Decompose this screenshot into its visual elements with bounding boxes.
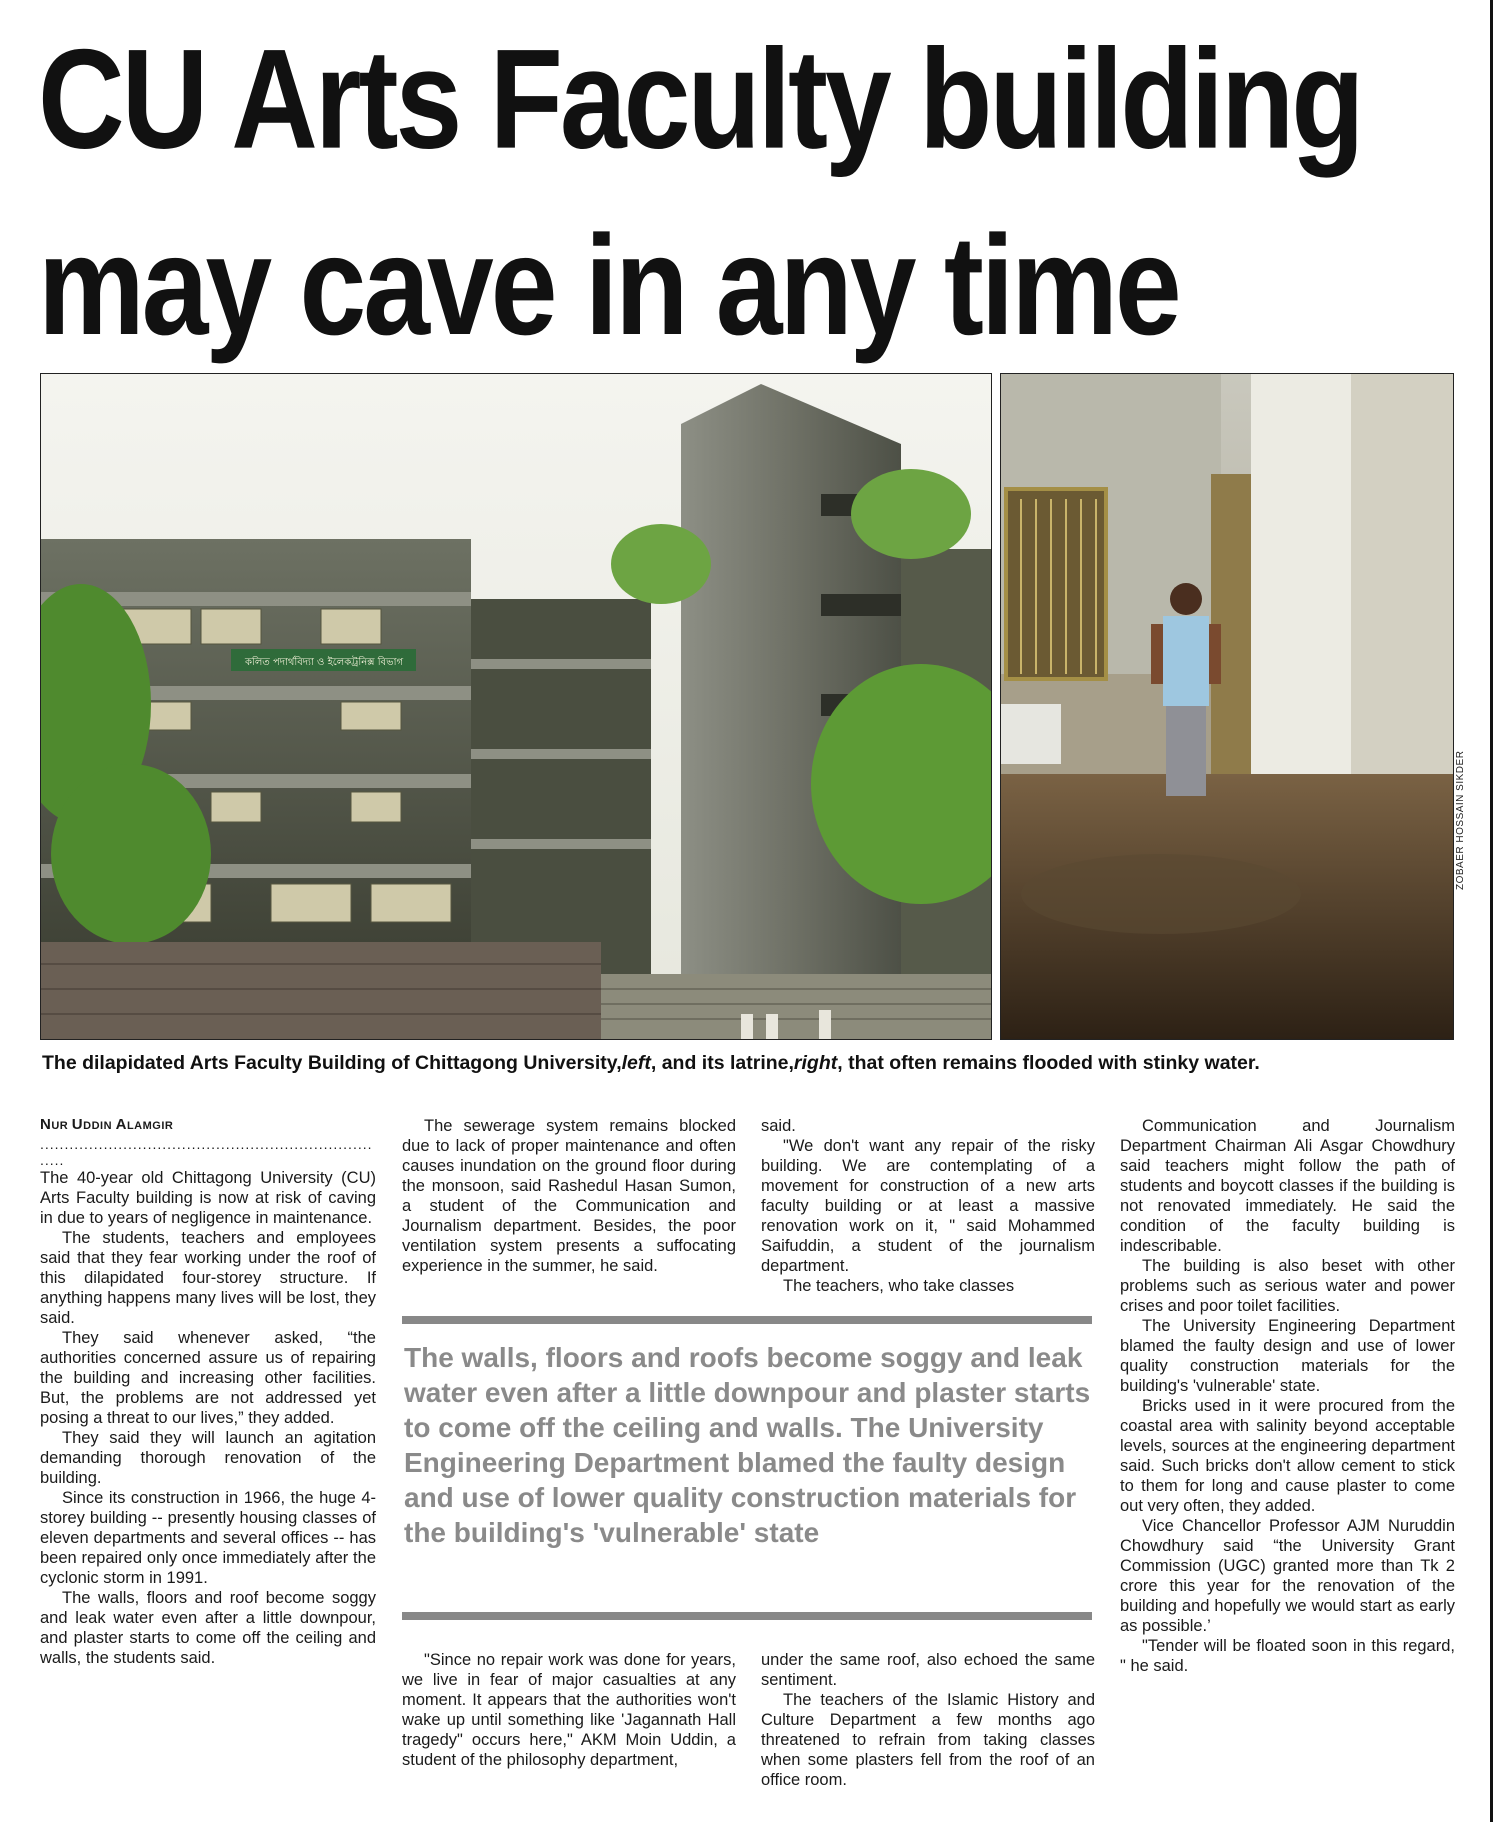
- paragraph: under the same roof, also echoed the same sentiment.: [761, 1651, 1095, 1689]
- caption-part-1: The dilapidated Arts Faculty Building of Chittagong University,: [42, 1052, 622, 1074]
- paragraph: They said they will launch an agitation demanding thorough renovation of the building.: [40, 1429, 376, 1487]
- article-column-1: [40, 1115, 376, 1668]
- byline-dots: ....................................................................: [40, 1136, 373, 1152]
- article-column-3-bottom: [761, 1650, 1095, 1790]
- paragraph: said.: [761, 1117, 796, 1135]
- paragraph: Bricks used in it were procured from the coastal area with salinity beyond acceptable levels, sources at the engineering department said. Such bricks don't allow cement to stick to them for long and cause plaster to come out very often, they added.: [1120, 1397, 1455, 1515]
- paragraph: The sewerage system remains blocked due to lack of proper maintenance and often causes inundation on the ground floor during the monsoon, said Rashedul Hasan Sumon, a student of the Communication and Journalism department. Besides, the poor ventilation system presents a suffocating experience in the summer, he said.: [402, 1117, 736, 1275]
- paragraph: "We don't want any repair of the risky building. We are contemplating of a movement for construction of a new arts faculty building or at least a massive renovation work on it, " said Mohammed Saifuddin, a student of the journalism department.: [761, 1137, 1095, 1275]
- caption-part-3: , that often remains flooded with stinky water.: [837, 1052, 1260, 1074]
- article-column-2-top: [402, 1116, 736, 1276]
- building-illustration: [41, 374, 991, 1039]
- headline-line-2: may cave in any time: [38, 206, 1179, 365]
- byline-rest-1: UR: [51, 1120, 72, 1132]
- byline-initial-2: U: [71, 1116, 84, 1133]
- pullquote: The walls, floors and roofs become soggy and leak water even after a little downpour and plaster starts to come off the ceiling and walls. The University Engineering Department blamed the faulty design and use of lower quality construction materials for the building's 'vulnerable' state: [404, 1342, 1091, 1548]
- page-edge-rule: [1490, 0, 1493, 1822]
- sign-board-text: কলিত পদার্থবিদ্যা ও ইলেকট্রনিক্স বিভাগ: [244, 657, 404, 668]
- paragraph: Since its construction in 1966, the huge 4-storey building -- presently housing classes of eleven departments and several offices -- has been repaired only once immediately after the cyclonic storm in 1991.: [40, 1489, 376, 1587]
- photo-caption: [42, 1052, 1462, 1075]
- caption-part-2: , and its latrine,: [650, 1052, 794, 1074]
- paragraph: The building is also beset with other problems such as serious water and power crises and poor toilet facilities.: [1120, 1257, 1455, 1315]
- caption-right: right: [793, 1052, 838, 1074]
- pullquote-bottom-rule: [402, 1612, 1092, 1620]
- paragraph: They said whenever asked, “the authorities concerned assure us of repairing the building and increasing other facilities. But, the problems are not addressed yet posing a threat to our lives,” they added.: [40, 1329, 376, 1427]
- paragraph: "Tender will be floated soon in this regard, " he said.: [1120, 1637, 1455, 1675]
- photo-flooded-latrine: [1000, 373, 1454, 1040]
- paragraph: The University Engineering Department blamed the faulty design and use of lower quality construction materials for the building's 'vulnerable' state.: [1120, 1317, 1455, 1395]
- article-column-3-top: [761, 1116, 1095, 1296]
- byline-initial-3: A: [115, 1116, 127, 1133]
- paragraph: The teachers of the Islamic History and Culture Department a few months ago threatened to refrain from taking classes when some plasters fell from the roof of an office room.: [761, 1691, 1095, 1789]
- paragraph: The students, teachers and employees said that they fear working under the roof of this dilapidated four-storey structure. If anything happens many lives will be lost, they said.: [40, 1229, 376, 1327]
- byline-rest-2: DDIN: [83, 1120, 116, 1132]
- article-column-4: [1120, 1116, 1455, 1676]
- article-column-2-bottom: [402, 1650, 736, 1770]
- byline: [40, 1115, 376, 1136]
- byline-initial-1: N: [40, 1116, 52, 1133]
- caption-left: left: [621, 1052, 651, 1074]
- headline: [38, 6, 1458, 379]
- paragraph: "Since no repair work was done for years, we live in fear of major casualties at any moment. It appears that the authorities won't wake up until something like 'Jagannath Hall tragedy" occurs here," AKM Moin Uddin, a student of the philosophy department,: [402, 1651, 736, 1769]
- byline-rest-3: LAMGIR: [126, 1120, 174, 1132]
- headline-line-1: CU Arts Faculty building: [38, 20, 1362, 179]
- paragraph: Vice Chancellor Professor AJM Nuruddin Chowdhury said “the University Grant Commission (UGC) granted more than Tk 2 crore this year for the renovation of the building and hopefully we would start as early as possible.’: [1120, 1517, 1455, 1635]
- photo-credit: ZOBAER HOSSAIN SIKDER: [1455, 750, 1466, 890]
- paragraph: The 40-year old Chittagong University (CU) Arts Faculty building is now at risk of caving in due to years of negligence in maintenance.: [40, 1169, 376, 1227]
- latrine-illustration: [1001, 374, 1453, 1039]
- byline-dots-tail: .....: [40, 1152, 65, 1168]
- paragraph: The teachers, who take classes: [783, 1277, 1015, 1295]
- photo-arts-faculty-building: [40, 373, 992, 1040]
- paragraph: Communication and Journalism Department Chairman Ali Asgar Chowdhury said teachers might follow the path of students and boycott classes if the building is not renovated immediately. He said the condition of the faculty building is indescribable.: [1120, 1117, 1455, 1255]
- pullquote-top-rule: [402, 1316, 1092, 1324]
- paragraph: The walls, floors and roof become soggy and leak water even after a little downpour, and plaster starts to come off the ceiling and walls, the students said.: [40, 1589, 376, 1667]
